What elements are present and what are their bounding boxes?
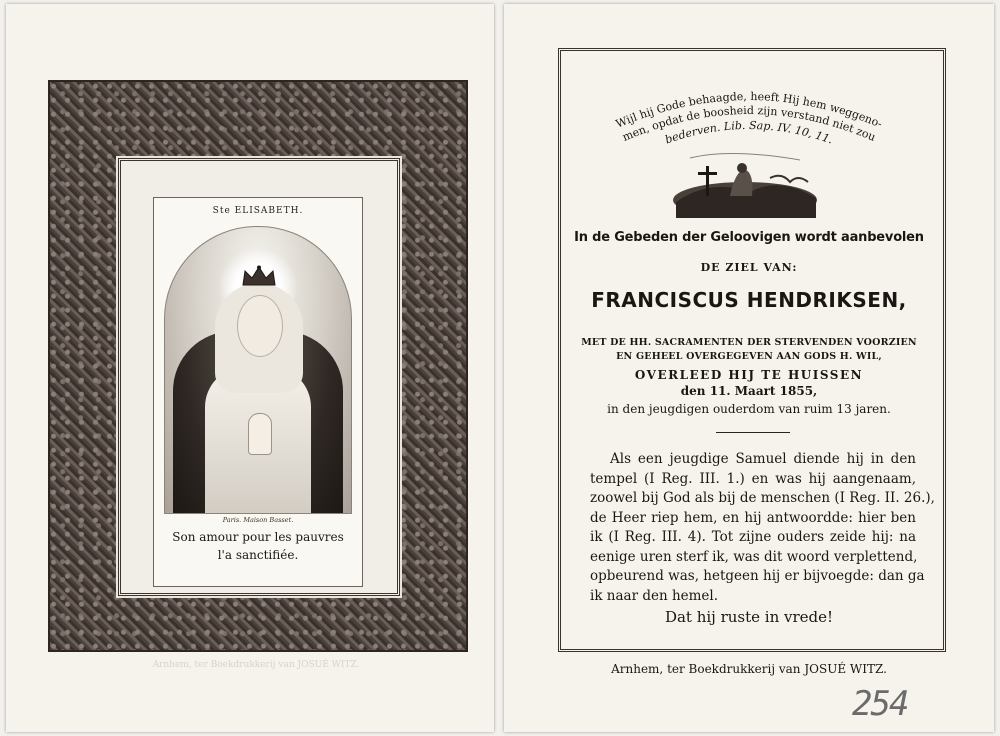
caption-line: Son amour pour les pauvres [172, 530, 344, 544]
divider [716, 432, 790, 433]
landscape-vignette-icon [670, 148, 820, 220]
floral-ornament-frame [48, 80, 468, 652]
face-shape [237, 295, 283, 357]
age-at-death: in den jeugdigen ouderdom van ruim 13 jaren. [607, 402, 891, 416]
sacraments-line: MET DE HH. SACRAMENTEN DER STERVENDEN VOORZIEN [581, 337, 917, 348]
engraver-credit: Paris. Maison Basset. [222, 516, 294, 524]
memorial-line: tempel (I Reg. III. 1.) en was hij aangenaam, [590, 470, 916, 487]
memorial-line: ik (I Reg. III. 4). Tot zijne ouders zeide hij: na [590, 529, 916, 545]
memorial-line: zoowel bij God als bij de menschen (I Reg. II. 26.), [590, 490, 935, 506]
crown-icon [241, 265, 277, 287]
card-caption [154, 528, 362, 564]
saint-picture-panel [153, 197, 363, 587]
caption-line: l'a sanctifiée. [217, 548, 299, 562]
saint-title: Ste ELISABETH. [212, 206, 304, 216]
scripture-line-1: Wijl hij Gode behaagde, heeft Hij hem weggeno- [613, 89, 885, 131]
rest-in-peace: Dat hij ruste in vrede! [664, 608, 834, 626]
memorial-line: ik naar den hemel. [590, 587, 719, 604]
memorial-line: de Heer riep hem, en hij antwoordde: hier ben [590, 509, 916, 526]
death-date: den 11. Maart 1855, [680, 384, 818, 398]
death-place: OVERLEED HIJ TE HUISSEN [634, 368, 864, 382]
printer-imprint: Arnhem, ter Boekdrukkerij van JOSUÉ WITZ. [611, 662, 887, 676]
sacraments-text [568, 336, 930, 364]
soul-of-label: DE ZIEL VAN: [700, 261, 798, 274]
memorial-line: Als een jeugdige Samuel diende hij in den [610, 451, 916, 467]
saint-engraving [164, 226, 352, 514]
memorial-line: opbeurend was, hetgeen hij er bijvoegde: dan ga [590, 568, 925, 584]
inner-frame [118, 158, 400, 596]
prayer-card-front [6, 4, 494, 732]
deceased-name: FRANCISCUS HENDRIKSEN, [591, 288, 907, 312]
memorial-text [590, 450, 935, 606]
memorial-line: eenige uren sterf ik, was dit woord verplettend, [590, 548, 918, 565]
intro-line: In de Gebeden der Geloovigen wordt aanbevolen [574, 230, 924, 245]
prayer-card-back [504, 4, 994, 732]
praying-hands-icon [248, 413, 272, 455]
scripture-line-2: men, opdat de boosheid zijn verstand niet zou [620, 103, 878, 144]
sacraments-line: EN GEHEEL OVERGEGEVEN AAN GODS H. WIL, [616, 351, 882, 362]
scripture-arc [584, 76, 914, 156]
archive-number: 254 [852, 684, 908, 724]
faded-show-through-imprint: Arnhem, ter Boekdrukkerij van JOSUÉ WITZ. [152, 660, 360, 670]
scripture-line-3: bederven. Lib. Sap. IV. 10, 11. [663, 118, 835, 147]
